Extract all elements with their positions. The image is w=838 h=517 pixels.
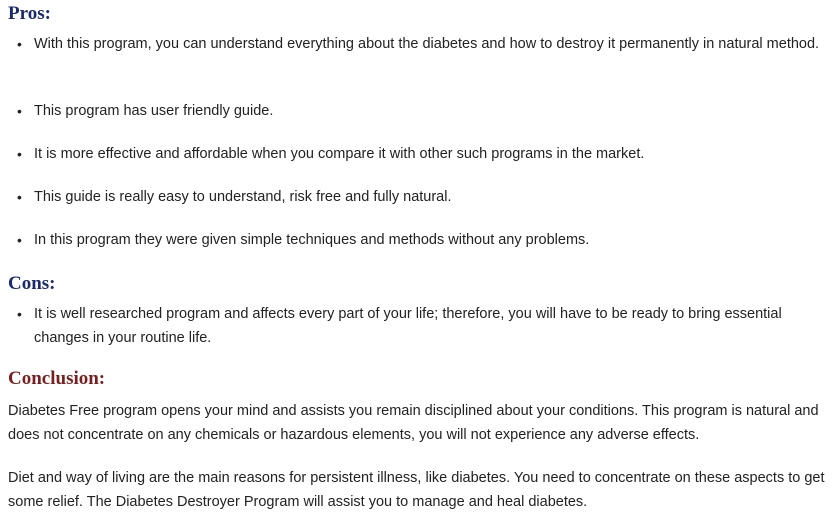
conclusion-heading: Conclusion: bbox=[8, 368, 106, 389]
pros-item-text: It is more effective and affordable when you compare it with other such programs in the market. bbox=[34, 146, 645, 162]
bullet-icon: • bbox=[17, 103, 22, 119]
bullet-icon: • bbox=[17, 232, 22, 248]
conclusion-paragraph: Diet and way of living are the main reasons for persistent illness, like diabetes. You need to concentrate on these aspects to get some relief. The Diabetes Destroyer Program will assist you to manage and heal diabetes. bbox=[8, 470, 825, 510]
cons-item-text: It is well researched program and affects every part of your life; therefore, you will have to be ready to bring essential changes in your routine life. bbox=[34, 306, 782, 346]
list-item bbox=[0, 302, 838, 350]
bullet-icon: • bbox=[17, 189, 22, 205]
pros-item-text: With this program, you can understand everything about the diabetes and how to destroy it permanently in natural method. bbox=[34, 36, 820, 52]
list-item bbox=[0, 142, 838, 166]
pros-item-text: In this program they were given simple techniques and methods without any problems. bbox=[34, 232, 590, 248]
pros-item-text: This program has user friendly guide. bbox=[34, 103, 274, 119]
bullet-icon: • bbox=[17, 146, 22, 162]
bullet-icon: • bbox=[17, 306, 22, 322]
conclusion-paragraph: Diabetes Free program opens your mind and assists you remain disciplined about your conditions. This program is natural and does not concentrate on any chemicals or hazardous elements, you will not experience any adverse effects. bbox=[8, 403, 819, 443]
list-item bbox=[0, 99, 838, 123]
pros-item-text: This guide is really easy to understand, risk free and fully natural. bbox=[34, 189, 452, 205]
cons-heading: Cons: bbox=[8, 273, 56, 294]
pros-heading: Pros: bbox=[8, 3, 51, 24]
list-item bbox=[0, 32, 838, 56]
bullet-icon: • bbox=[17, 36, 22, 52]
list-item bbox=[0, 185, 838, 209]
list-item bbox=[0, 228, 838, 252]
